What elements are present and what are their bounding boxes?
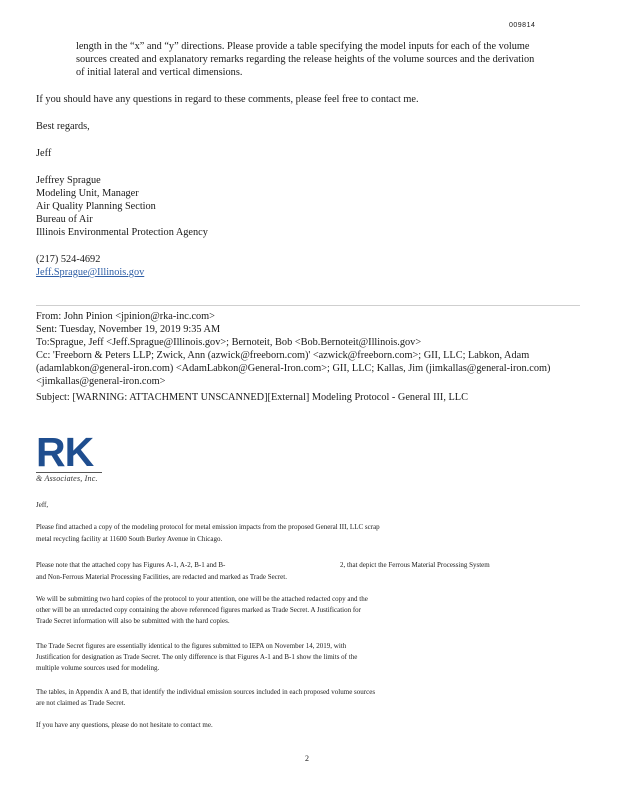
letter-line: We will be submitting two hard copies of the protocol to your attention, one will be the attached redacted copy and the — [36, 595, 368, 603]
signature-email-link[interactable]: Jeff.Sprague@Illinois.gov — [36, 267, 145, 278]
email-cc: Cc: 'Freeborn & Peters LLP; Zwick, Ann (azwick@freeborn.com)' <azwick@freeborn.com>; GII, LLC; Labkon, Adam — [36, 350, 530, 361]
email-cc: (adamlabkon@general-iron.com) <AdamLabkon@General-Iron.com>; GII, LLC; Kallas, Jim (jimkallas@general-iron.com) — [36, 363, 551, 374]
paragraph-line: length in the “x” and “y” directions. Please provide a table specifying the model inputs for each of the volume — [76, 41, 530, 52]
company-logo-mark: RK — [36, 429, 94, 475]
letter-line: metal recycling facility at 11600 South Burley Avenue in Chicago. — [36, 535, 223, 543]
signature-bureau: Bureau of Air — [36, 214, 93, 225]
regards: Best regards, — [36, 121, 90, 132]
signoff: Jeff — [36, 148, 52, 159]
letter-line: Please note that the attached copy has Figures A-1, A-2, B-1 and B- — [36, 561, 226, 569]
signature-phone: (217) 524-4692 — [36, 254, 101, 265]
email-sent: Sent: Tuesday, November 19, 2019 9:35 AM — [36, 324, 221, 335]
header-divider — [36, 305, 580, 306]
letter-line: are not claimed as Trade Secret. — [36, 699, 126, 707]
signature-name: Jeffrey Sprague — [36, 175, 101, 186]
signature-agency: Illinois Environmental Protection Agency — [36, 227, 208, 238]
signature-title: Modeling Unit, Manager — [36, 188, 139, 199]
letter-line: Trade Secret information will also be submitted with the hard copies. — [36, 617, 230, 625]
letter-line: Justification for designation as Trade Secret. The only difference is that Figures A-1 and B-1 show the limits of the — [36, 653, 358, 661]
paragraph-line: sources created and explanatory remarks regarding the release heights of the volume sources and the derivation — [76, 54, 535, 65]
letter-line: The Trade Secret figures are essentially identical to the figures submitted to IEPA on November 14, 2019, with — [36, 642, 347, 650]
email-subject: Subject: [WARNING: ATTACHMENT UNSCANNED][External] Modeling Protocol - General III, LLC — [36, 392, 468, 403]
letter-line: and Non-Ferrous Material Processing Facilities, are redacted and marked as Trade Secret. — [36, 573, 287, 581]
letter-line: other will be an unredacted copy containing the above referenced figures marked as Trade Secret. A Justification for — [36, 606, 361, 614]
paragraph-line: of initial lateral and vertical dimensions. — [76, 67, 243, 78]
letter-line: If you have any questions, please do not hesitate to contact me. — [36, 721, 213, 729]
letter-line: The tables, in Appendix A and B, that identify the individual emission sources included in each proposed volume sources — [36, 688, 376, 696]
closing-line: If you should have any questions in regard to these comments, please feel free to contact me. — [36, 94, 419, 105]
document-number: 009814 — [509, 22, 536, 29]
email-cc: <jimkallas@general-iron.com> — [36, 376, 166, 387]
letter-line: multiple volume sources used for modeling. — [36, 664, 160, 672]
email-from: From: John Pinion <jpinion@rka-inc.com> — [36, 311, 215, 322]
letter-line: Please find attached a copy of the modeling protocol for metal emission impacts from the proposed General III, LLC scrap — [36, 523, 380, 531]
email-to: To:Sprague, Jeff <Jeff.Sprague@Illinois.gov>; Bernoteit, Bob <Bob.Bernoteit@Illinois.gov> — [36, 337, 422, 348]
company-logo-subtitle: & Associates, Inc. — [36, 474, 98, 483]
signature-section: Air Quality Planning Section — [36, 201, 156, 212]
letter-greeting: Jeff, — [36, 501, 49, 509]
logo-divider — [36, 472, 102, 473]
letter-line: 2, that depict the Ferrous Material Processing System — [340, 561, 490, 569]
page-number: 2 — [305, 754, 309, 763]
